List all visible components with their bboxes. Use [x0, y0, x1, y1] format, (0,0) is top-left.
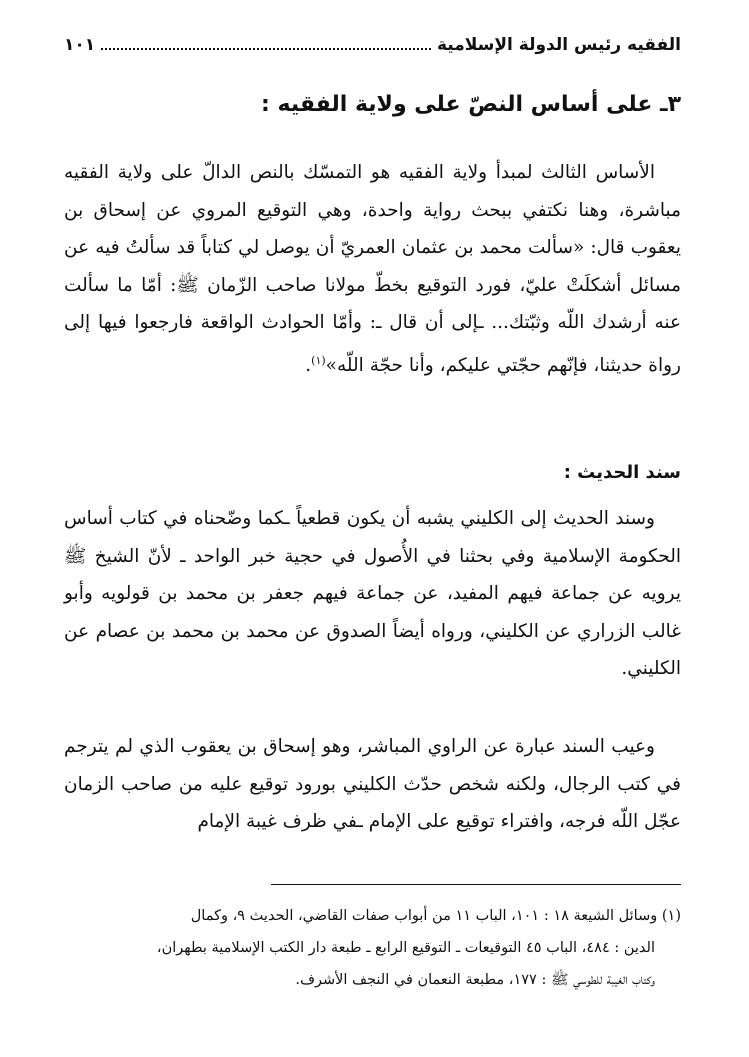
footnote-marker: (١) — [661, 908, 681, 924]
section-title: ٣ـ على أساس النصّ على ولاية الفقيه : — [261, 92, 681, 117]
page-number: ١٠١ — [64, 35, 96, 55]
paragraph-chain: وسند الحديث إلى الكليني يشبه أن يكون قطعياً ـكما وضّحناه في كتاب أساس الحكومة الإسلامية وفي بحثنا في الأُصول في حجية خبر الواحد ـ لأنّ الشيخ ﷺ يرويه عن جماعة فيهم المفيد، عن جماعة فيهم جعفر بن محمد بن قولويه وأبو غالب الزراري عن الكليني، ورواه أيضاً الصدوق عن محمد بن محمد بن عصام عن الكليني. — [64, 508, 681, 679]
header-leader-dots — [101, 48, 431, 50]
subheading-hadith-chain: سند الحديث : — [563, 462, 681, 483]
paragraph-end: . — [305, 354, 312, 376]
footnote-line-1: (١) وسائل الشيعة ١٨ : ١٠١، الباب ١١ من أبواب صفات القاضي، الحديث ٩، وكمال — [190, 908, 681, 924]
footnote-divider — [271, 884, 681, 885]
footnotes — [64, 900, 681, 996]
footnote-line-3: وكتاب الغيبة للطوسي ﷺ : ١٧٧، مطبعة النعمان في النجف الأشرف. — [295, 972, 655, 988]
footnote-ref[interactable]: (١) — [311, 353, 326, 367]
running-header — [64, 30, 681, 60]
header-title: الفقيه رئيس الدولة الإسلامية — [436, 35, 681, 55]
paragraph-chain-defect: وعيب السند عبارة عن الراوي المباشر، وهو إسحاق بن يعقوب الذي لم يترجم في كتب الرجال، ولكنه شخص حدّث الكليني بورود توقيع عليه من صاحب الزمان عجّل اللّه فرجه، وافتراء توقيع على الإمام ـفي ظرف غيبة الإمام — [64, 736, 681, 832]
paragraph-main-basis — [64, 154, 681, 384]
footnote-line-2: الدين : ٤٨٤، الباب ٤٥ التوقيعات ـ التوقيع الرابع ـ طبعة دار الكتب الإسلامية بطهران، — [156, 940, 655, 956]
paragraph-text: الأساس الثالث لمبدأ ولاية الفقيه هو التمسّك بالنص الدالّ على ولاية الفقيه مباشرة، وهنا نكتفي ببحث رواية واحدة، وهي التوقيع المروي عن إسحاق بن يعقوب قال: «سألت محمد بن عثمان العمريّ أن يوصل لي كتاباً قد سألتُ فيه عن مسائل أشكلَتْ عليّ، فورد التوقيع بخطّ مولانا صاحب الزّمان ﷺ: أمّا ما سألت عنه أرشدك اللّه وثبّتك... ـإلى أن قال ـ: وأمّا الحوادث الواقعة فارجعوا فيها إلى رواة حديثنا، فإنّهم حجّتي عليكم، وأنا حجّة اللّه» — [64, 162, 681, 376]
